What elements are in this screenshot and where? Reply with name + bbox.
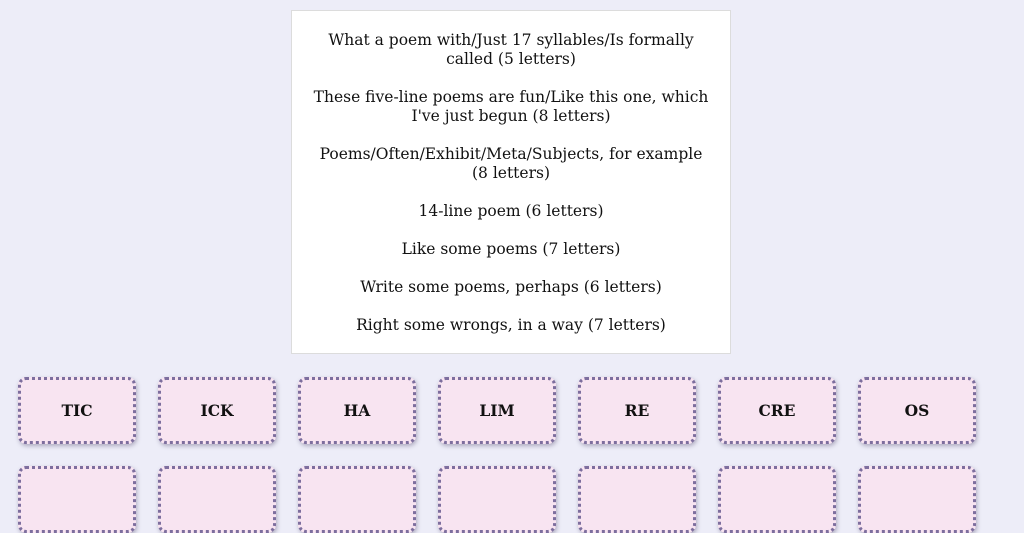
- letter-tile[interactable]: ICK: [158, 377, 276, 444]
- clue-sonnet: 14-line poem (6 letters): [418, 202, 604, 220]
- clue-panel: [291, 10, 731, 354]
- letter-tile[interactable]: [18, 466, 136, 533]
- letter-tile[interactable]: [438, 466, 556, 533]
- letter-tile[interactable]: [718, 466, 836, 533]
- tile-row-1: [18, 377, 976, 444]
- letter-tile[interactable]: [298, 466, 416, 533]
- letter-tile[interactable]: LIM: [438, 377, 556, 444]
- letter-tile[interactable]: HA: [298, 377, 416, 444]
- letter-tile[interactable]: CRE: [718, 377, 836, 444]
- clue-haiku: What a poem with/Just 17 syllables/Is formally called (5 letters): [328, 31, 694, 68]
- tile-row-2: [18, 466, 976, 533]
- clue-correct: Right some wrongs, in a way (7 letters): [356, 316, 666, 334]
- letter-tile[interactable]: TIC: [18, 377, 136, 444]
- letter-tile[interactable]: OS: [858, 377, 976, 444]
- clue-acrostic: Poems/Often/Exhibit/Meta/Subjects, for example (8 letters): [319, 145, 703, 182]
- letter-tile[interactable]: RE: [578, 377, 696, 444]
- clue-rhyming: Like some poems (7 letters): [401, 240, 621, 258]
- letter-tile[interactable]: [858, 466, 976, 533]
- letter-tile[interactable]: [578, 466, 696, 533]
- clue-limerick: These five-line poems are fun/Like this one, which I've just begun (8 letters): [313, 88, 709, 125]
- clue-create: Write some poems, perhaps (6 letters): [360, 278, 662, 296]
- letter-tile[interactable]: [158, 466, 276, 533]
